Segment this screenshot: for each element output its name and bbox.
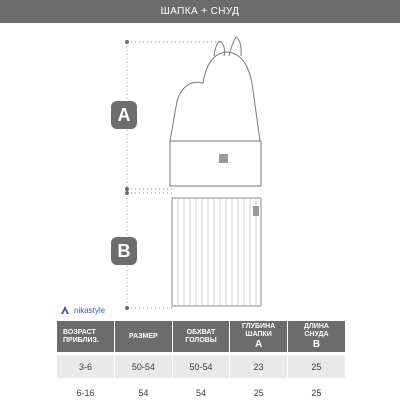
size-table [57, 321, 345, 400]
table-row [57, 355, 345, 378]
page-title-bar [0, 0, 400, 23]
col-hat-depth: ГЛУБИНА ШАПКИ A [230, 321, 288, 352]
brand-name: nikastyle [74, 305, 106, 315]
cell-snood-length: 25 [311, 387, 322, 398]
product-diagram [0, 23, 400, 318]
nikastyle-logo-icon [60, 305, 70, 315]
label-a: A [117, 104, 131, 125]
label-b-pill [111, 237, 137, 265]
brand [60, 305, 105, 315]
hat-illustration [170, 37, 261, 186]
cell-size: 50-54 [115, 355, 173, 378]
cell-head-girth: 50-54 [172, 355, 230, 378]
col-snood-length: ДЛИНА СНУДА B [303, 323, 329, 350]
cell-age: 6-16 [57, 381, 115, 404]
col-head-girth: ОБХВАТ ГОЛОВЫ [172, 321, 230, 352]
col-age: ВОЗРАСТ ПРИБЛИЗ. [57, 321, 115, 352]
cell-age: 3-6 [57, 355, 115, 378]
cell-hat-depth: 23 [230, 355, 288, 378]
cell-hat-depth: 25 [230, 381, 288, 404]
label-a-pill [111, 101, 137, 129]
hat-tag [219, 154, 228, 163]
col-size: РАЗМЕР [115, 321, 173, 352]
snood-tag [253, 206, 259, 216]
cell-snood-length: 25 [311, 361, 322, 372]
page-title: ШАПКА + СНУД [160, 6, 240, 17]
snood-illustration [172, 198, 261, 306]
cell-head-girth: 54 [172, 381, 230, 404]
cell-size: 54 [115, 381, 173, 404]
label-b: B [117, 240, 131, 261]
table-row [57, 381, 345, 404]
table-header-row [57, 321, 345, 352]
